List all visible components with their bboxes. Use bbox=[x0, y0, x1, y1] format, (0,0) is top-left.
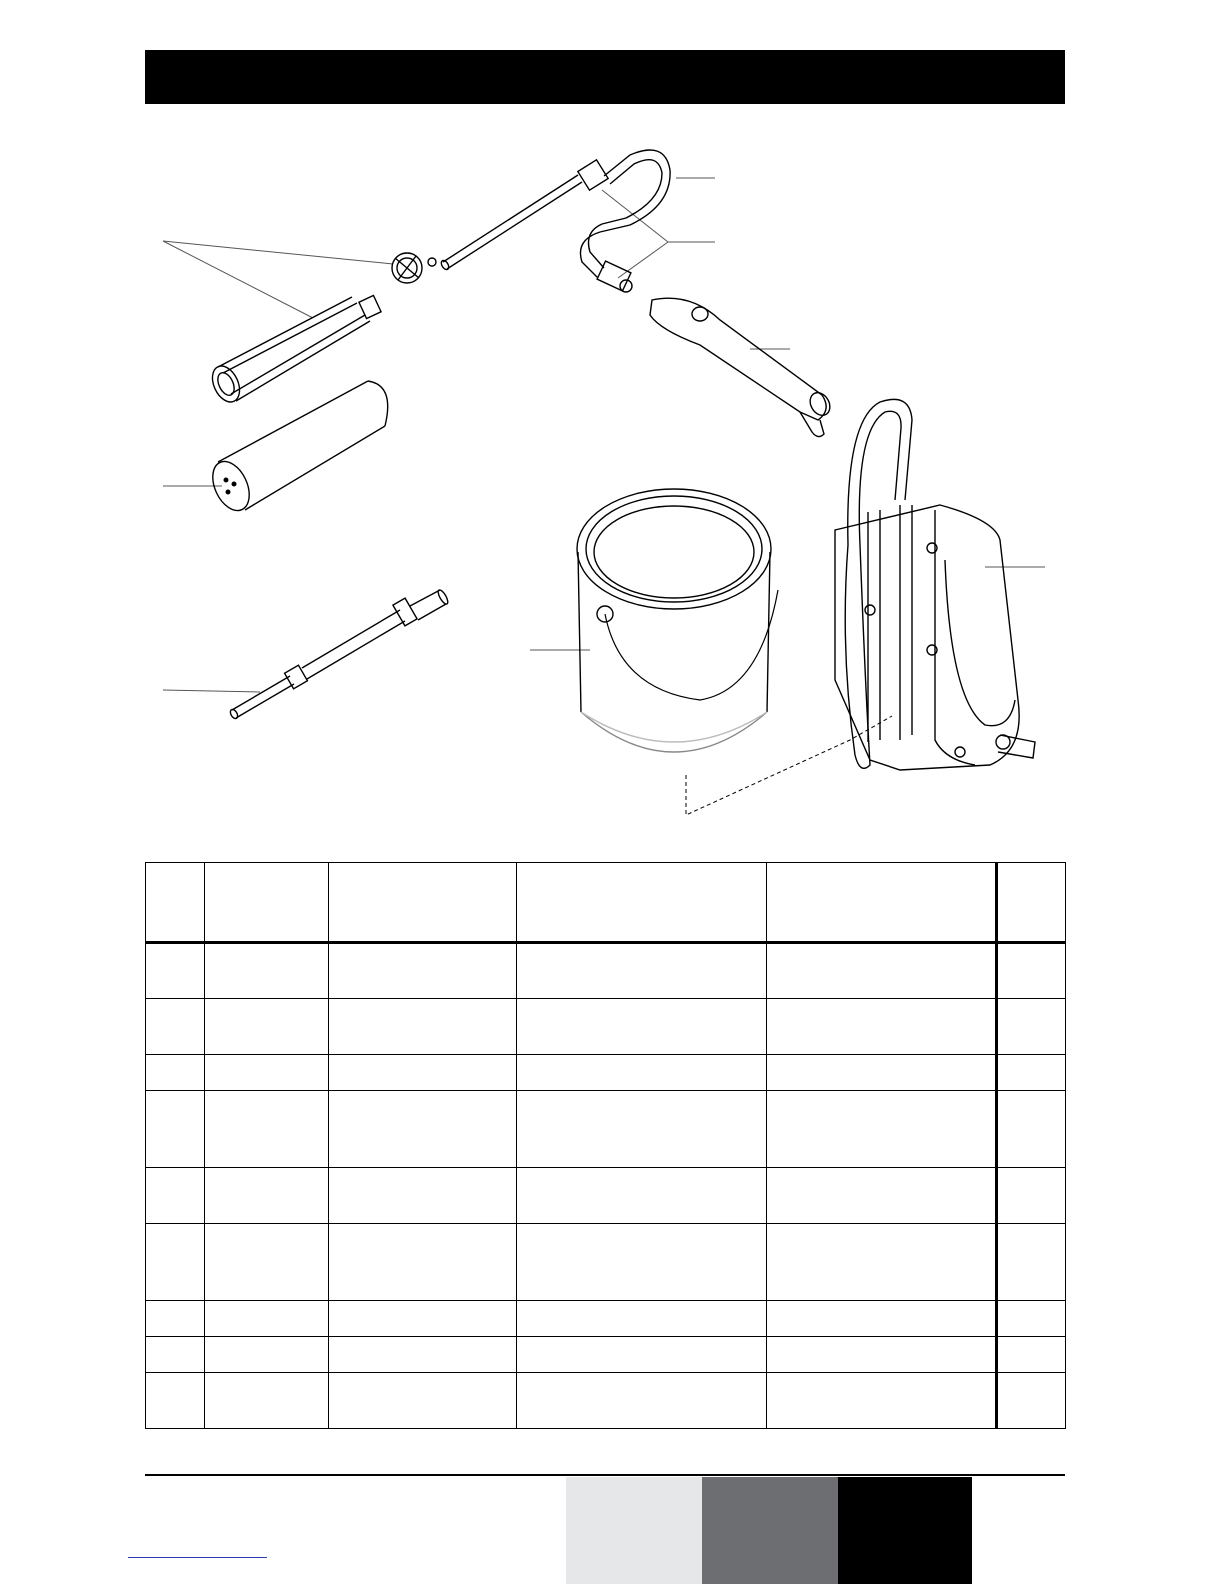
table-cell bbox=[329, 999, 517, 1055]
table-cell bbox=[146, 1224, 205, 1301]
table-cell bbox=[146, 999, 205, 1055]
table-cell bbox=[767, 943, 997, 999]
table-cell bbox=[146, 1055, 205, 1091]
table-row bbox=[146, 1168, 1066, 1224]
table-cell bbox=[329, 1091, 517, 1168]
table-cell bbox=[517, 1224, 767, 1301]
column-header bbox=[205, 863, 329, 943]
table-cell bbox=[329, 1301, 517, 1337]
color-swatch-dark bbox=[838, 1477, 972, 1584]
table-cell bbox=[329, 1373, 517, 1429]
paint-can bbox=[577, 489, 778, 752]
color-swatch-mid bbox=[702, 1477, 838, 1584]
table-cell bbox=[997, 943, 1066, 999]
table-cell bbox=[767, 1301, 997, 1337]
table-header-row bbox=[146, 863, 1066, 943]
extension-tube bbox=[229, 589, 450, 720]
hose-and-tube bbox=[440, 150, 670, 292]
table-cell bbox=[329, 1055, 517, 1091]
table-cell bbox=[997, 1301, 1066, 1337]
filter-cartridge bbox=[207, 295, 381, 406]
table-cell bbox=[329, 1224, 517, 1301]
table-cell bbox=[997, 1373, 1066, 1429]
dashed-connector bbox=[686, 716, 892, 815]
table-cell bbox=[517, 1373, 767, 1429]
parts-table bbox=[145, 862, 1066, 1429]
table-cell bbox=[767, 1055, 997, 1091]
table-cell bbox=[205, 1373, 329, 1429]
table-row bbox=[146, 999, 1066, 1055]
table-cell bbox=[997, 1091, 1066, 1168]
table-row bbox=[146, 1373, 1066, 1429]
table-cell bbox=[205, 1091, 329, 1168]
table-cell bbox=[767, 1224, 997, 1301]
table-cell bbox=[146, 1091, 205, 1168]
table-cell bbox=[205, 1055, 329, 1091]
table-cell bbox=[146, 1168, 205, 1224]
table-cell bbox=[767, 1337, 997, 1373]
column-header bbox=[997, 863, 1066, 943]
footer-rule bbox=[145, 1474, 1065, 1476]
table-cell bbox=[997, 1337, 1066, 1373]
table-cell bbox=[205, 999, 329, 1055]
table-row bbox=[146, 1301, 1066, 1337]
table-cell bbox=[205, 1301, 329, 1337]
column-header bbox=[517, 863, 767, 943]
table-cell bbox=[517, 1337, 767, 1373]
footer-link-underline[interactable] bbox=[128, 1557, 267, 1558]
column-header bbox=[329, 863, 517, 943]
table-cell bbox=[767, 1168, 997, 1224]
column-header bbox=[767, 863, 997, 943]
column-header bbox=[146, 863, 205, 943]
color-swatch-light bbox=[566, 1477, 702, 1584]
spray-handle bbox=[650, 298, 834, 436]
table-cell bbox=[997, 999, 1066, 1055]
table-cell bbox=[146, 1301, 205, 1337]
table-cell bbox=[517, 999, 767, 1055]
table-cell bbox=[767, 1091, 997, 1168]
backpack-pump bbox=[835, 399, 1035, 770]
table-cell bbox=[329, 943, 517, 999]
table-cell bbox=[146, 943, 205, 999]
table-row bbox=[146, 1337, 1066, 1373]
table-cell bbox=[997, 1055, 1066, 1091]
table-cell bbox=[329, 1337, 517, 1373]
table-row bbox=[146, 1224, 1066, 1301]
table-cell bbox=[205, 1224, 329, 1301]
table-cell bbox=[329, 1168, 517, 1224]
table-cell bbox=[146, 1337, 205, 1373]
table-cell bbox=[517, 1168, 767, 1224]
table-cell bbox=[517, 943, 767, 999]
table-cell bbox=[205, 943, 329, 999]
filter-cap bbox=[392, 253, 436, 283]
table-row bbox=[146, 1091, 1066, 1168]
table-cell bbox=[997, 1224, 1066, 1301]
table-cell bbox=[205, 1168, 329, 1224]
table-cell bbox=[146, 1373, 205, 1429]
table-cell bbox=[517, 1055, 767, 1091]
table-cell bbox=[767, 1373, 997, 1429]
table-cell bbox=[517, 1301, 767, 1337]
table-cell bbox=[205, 1337, 329, 1373]
table-row bbox=[146, 1055, 1066, 1091]
table-cell bbox=[517, 1091, 767, 1168]
table-cell bbox=[767, 999, 997, 1055]
table-cell bbox=[997, 1168, 1066, 1224]
table-row bbox=[146, 943, 1066, 999]
